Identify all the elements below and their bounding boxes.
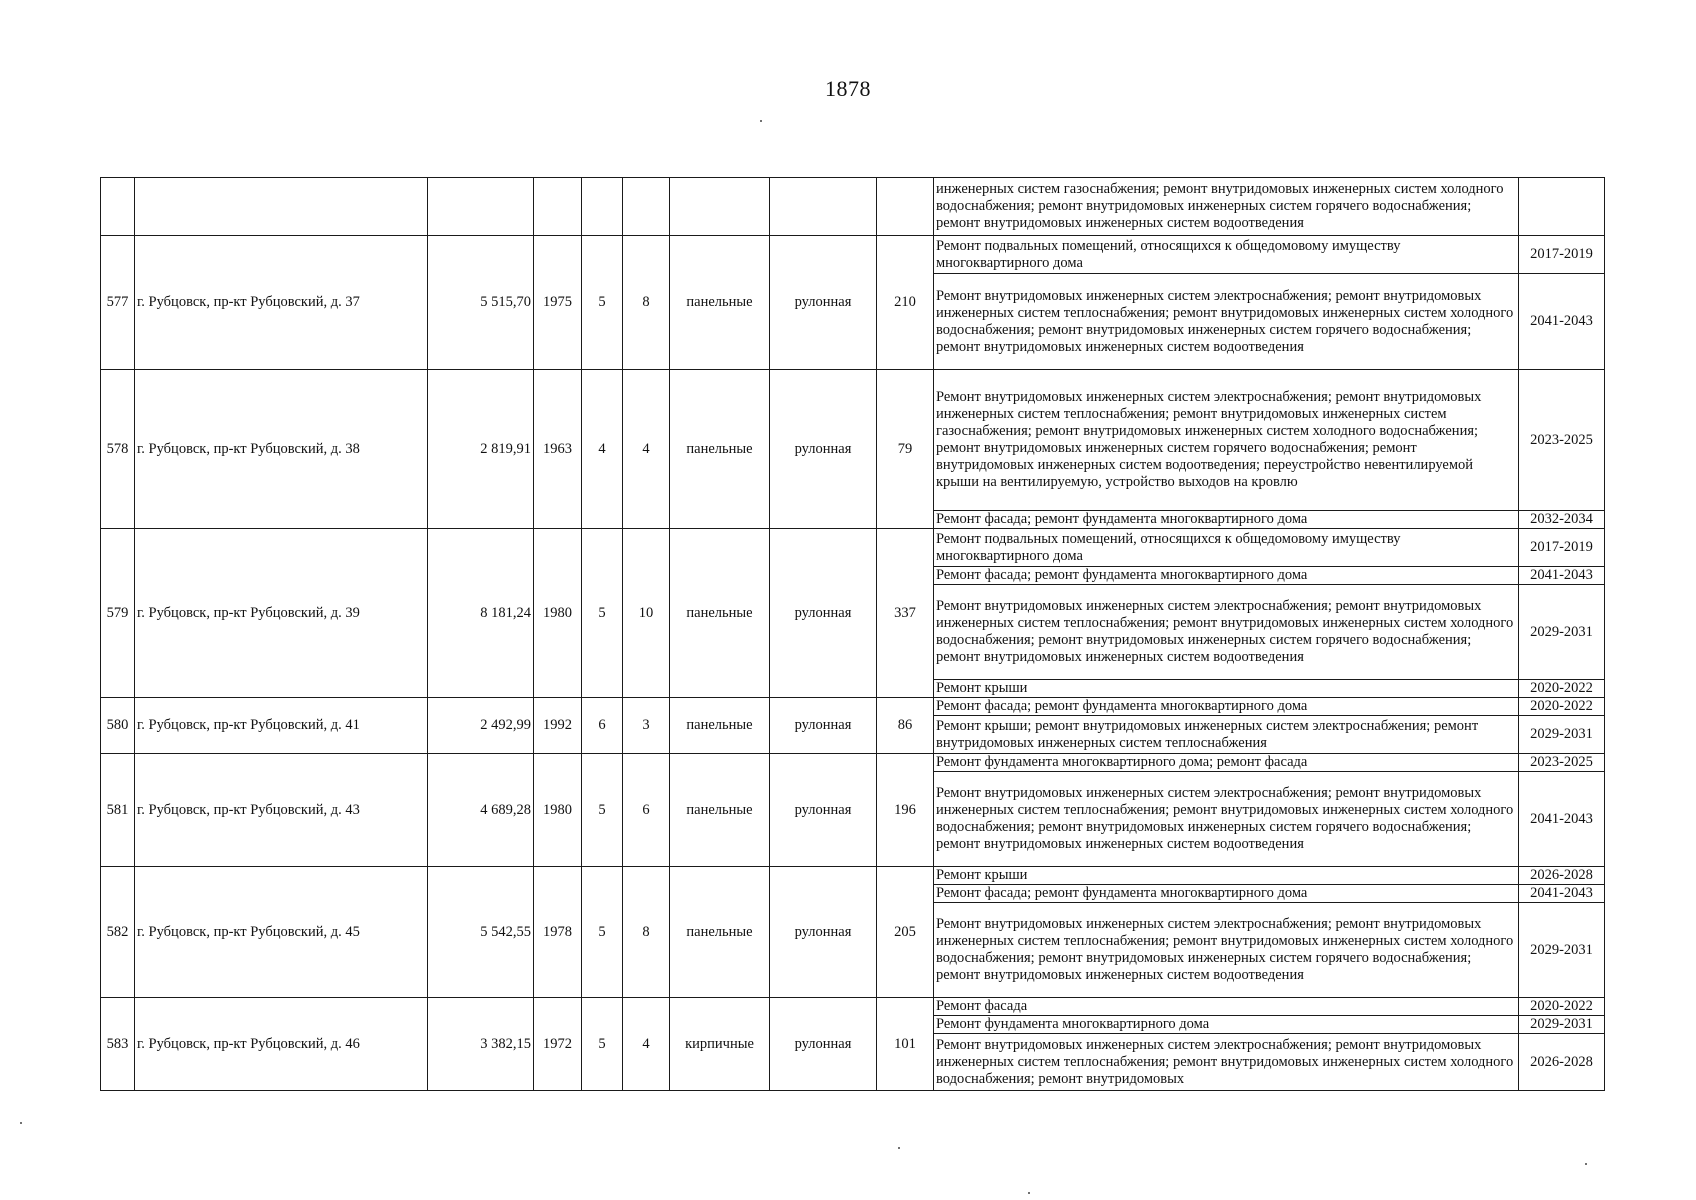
work-period: 2029-2031 [1519, 716, 1605, 754]
work-period: 2020-2022 [1519, 680, 1605, 698]
scan-speck [1585, 1163, 1587, 1165]
residents-count: 205 [877, 867, 934, 998]
residents-count: 101 [877, 998, 934, 1091]
build-year: 1963 [534, 370, 582, 529]
floors-count: 5 [582, 754, 623, 867]
work-description: Ремонт фундамента многоквартирного дома; ремонт фасада [934, 754, 1519, 772]
work-period: 2041-2043 [1519, 772, 1605, 867]
work-period: 2029-2031 [1519, 903, 1605, 998]
floors-count: 6 [582, 698, 623, 754]
table-row [101, 236, 1605, 274]
capital-repair-table [100, 177, 1605, 1091]
work-description: Ремонт фасада [934, 998, 1519, 1016]
scan-speck [760, 120, 762, 122]
entrances-count: 4 [623, 370, 670, 529]
work-description: Ремонт внутридомовых инженерных систем электроснабжения; ремонт внутридомовых инженерных систем теплоснабжения; ремонт внутридомовых инженерных систем холодного водоснабжения; ремонт внутридомовых инженерных систем горячего водоснабжения; ремонт внутридомовых инженерных систем водоотведения [934, 772, 1519, 867]
total-area: 4 689,28 [428, 754, 534, 867]
wall-material: панельные [670, 236, 770, 370]
work-period: 2020-2022 [1519, 698, 1605, 716]
work-description: инженерных систем газоснабжения; ремонт внутридомовых инженерных систем холодного водоснабжения; ремонт внутридомовых инженерных систем горячего водоснабжения; ремонт внутридомовых инженерных систем водоотведения [934, 178, 1519, 236]
cell-empty [428, 178, 534, 236]
address: г. Рубцовск, пр-кт Рубцовский, д. 37 [135, 236, 428, 370]
address: г. Рубцовск, пр-кт Рубцовский, д. 45 [135, 867, 428, 998]
floors-count: 5 [582, 236, 623, 370]
build-year: 1992 [534, 698, 582, 754]
work-period: 2017-2019 [1519, 529, 1605, 567]
build-year: 1980 [534, 754, 582, 867]
work-description: Ремонт внутридомовых инженерных систем электроснабжения; ремонт внутридомовых инженерных систем теплоснабжения; ремонт внутридомовых инженерных систем холодного водоснабжения; ремонт внутридомовых [934, 1034, 1519, 1091]
floors-count: 4 [582, 370, 623, 529]
roof-type: рулонная [770, 754, 877, 867]
work-description: Ремонт внутридомовых инженерных систем электроснабжения; ремонт внутридомовых инженерных систем теплоснабжения; ремонт внутридомовых инженерных систем холодного водоснабжения; ремонт внутридомовых инженерных систем горячего водоснабжения; ремонт внутридомовых инженерных систем водоотведения [934, 903, 1519, 998]
address: г. Рубцовск, пр-кт Рубцовский, д. 43 [135, 754, 428, 867]
floors-count: 5 [582, 867, 623, 998]
address: г. Рубцовск, пр-кт Рубцовский, д. 41 [135, 698, 428, 754]
floors-count: 5 [582, 529, 623, 698]
residents-count: 337 [877, 529, 934, 698]
entrances-count: 8 [623, 236, 670, 370]
row-number: 580 [101, 698, 135, 754]
cell-empty [770, 178, 877, 236]
table-row [101, 998, 1605, 1016]
table-row [101, 867, 1605, 885]
roof-type: рулонная [770, 370, 877, 529]
roof-type: рулонная [770, 698, 877, 754]
total-area: 5 515,70 [428, 236, 534, 370]
table-row [101, 754, 1605, 772]
cell-empty [582, 178, 623, 236]
work-description: Ремонт внутридомовых инженерных систем электроснабжения; ремонт внутридомовых инженерных систем теплоснабжения; ремонт внутридомовых инженерных систем газоснабжения; ремонт внутридомовых инженерных систем холодного водоснабжения; ремонт внутридомовых инженерных систем горячего водоснабжения; ремонт внутридомовых инженерных систем водоотведения; переустройство невентилируемой крыши на вентилируемую, устройство выходов на кровлю [934, 370, 1519, 511]
work-description: Ремонт подвальных помещений, относящихся к общедомовому имуществу многоквартирного дома [934, 529, 1519, 567]
cell-empty [534, 178, 582, 236]
build-year: 1980 [534, 529, 582, 698]
work-description: Ремонт фасада; ремонт фундамента многоквартирного дома [934, 885, 1519, 903]
build-year: 1972 [534, 998, 582, 1091]
total-area: 3 382,15 [428, 998, 534, 1091]
total-area: 8 181,24 [428, 529, 534, 698]
work-period: 2041-2043 [1519, 567, 1605, 585]
cell-empty [101, 178, 135, 236]
roof-type: рулонная [770, 529, 877, 698]
cell-empty [877, 178, 934, 236]
cell-empty [135, 178, 428, 236]
work-description: Ремонт фундамента многоквартирного дома [934, 1016, 1519, 1034]
work-description: Ремонт фасада; ремонт фундамента многоквартирного дома [934, 698, 1519, 716]
wall-material: панельные [670, 754, 770, 867]
work-period: 2041-2043 [1519, 274, 1605, 370]
residents-count: 196 [877, 754, 934, 867]
row-number: 583 [101, 998, 135, 1091]
entrances-count: 3 [623, 698, 670, 754]
residents-count: 210 [877, 236, 934, 370]
work-period: 2029-2031 [1519, 1016, 1605, 1034]
work-period: 2041-2043 [1519, 885, 1605, 903]
work-period: 2029-2031 [1519, 585, 1605, 680]
total-area: 2 819,91 [428, 370, 534, 529]
work-description: Ремонт фасада; ремонт фундамента многоквартирного дома [934, 511, 1519, 529]
work-description: Ремонт подвальных помещений, относящихся к общедомовому имуществу многоквартирного дома [934, 236, 1519, 274]
wall-material: панельные [670, 370, 770, 529]
work-period: 2026-2028 [1519, 867, 1605, 885]
row-number: 582 [101, 867, 135, 998]
roof-type: рулонная [770, 867, 877, 998]
floors-count: 5 [582, 998, 623, 1091]
address: г. Рубцовск, пр-кт Рубцовский, д. 46 [135, 998, 428, 1091]
table-row [101, 370, 1605, 511]
total-area: 5 542,55 [428, 867, 534, 998]
scan-speck [1028, 1192, 1030, 1194]
entrances-count: 4 [623, 998, 670, 1091]
work-period: 2023-2025 [1519, 370, 1605, 511]
total-area: 2 492,99 [428, 698, 534, 754]
entrances-count: 6 [623, 754, 670, 867]
wall-material: кирпичные [670, 998, 770, 1091]
continuation-row [101, 178, 1605, 236]
cell-empty [670, 178, 770, 236]
work-period: 2026-2028 [1519, 1034, 1605, 1091]
row-number: 578 [101, 370, 135, 529]
scan-speck [898, 1147, 900, 1149]
table-row [101, 698, 1605, 716]
wall-material: панельные [670, 867, 770, 998]
residents-count: 79 [877, 370, 934, 529]
row-number: 577 [101, 236, 135, 370]
table-row [101, 529, 1605, 567]
work-period: 2017-2019 [1519, 236, 1605, 274]
row-number: 581 [101, 754, 135, 867]
work-description: Ремонт внутридомовых инженерных систем электроснабжения; ремонт внутридомовых инженерных систем теплоснабжения; ремонт внутридомовых инженерных систем холодного водоснабжения; ремонт внутридомовых инженерных систем горячего водоснабжения; ремонт внутридомовых инженерных систем водоотведения [934, 585, 1519, 680]
roof-type: рулонная [770, 236, 877, 370]
work-description: Ремонт крыши [934, 867, 1519, 885]
work-description: Ремонт крыши [934, 680, 1519, 698]
work-period [1519, 178, 1605, 236]
row-number: 579 [101, 529, 135, 698]
work-description: Ремонт фасада; ремонт фундамента многоквартирного дома [934, 567, 1519, 585]
entrances-count: 10 [623, 529, 670, 698]
work-period: 2020-2022 [1519, 998, 1605, 1016]
roof-type: рулонная [770, 998, 877, 1091]
work-period: 2032-2034 [1519, 511, 1605, 529]
scan-speck [20, 1122, 22, 1124]
page-number: 1878 [825, 76, 871, 101]
entrances-count: 8 [623, 867, 670, 998]
wall-material: панельные [670, 529, 770, 698]
residents-count: 86 [877, 698, 934, 754]
address: г. Рубцовск, пр-кт Рубцовский, д. 38 [135, 370, 428, 529]
cell-empty [623, 178, 670, 236]
build-year: 1975 [534, 236, 582, 370]
work-description: Ремонт крыши; ремонт внутридомовых инженерных систем электроснабжения; ремонт внутридомовых инженерных систем теплоснабжения [934, 716, 1519, 754]
address: г. Рубцовск, пр-кт Рубцовский, д. 39 [135, 529, 428, 698]
work-period: 2023-2025 [1519, 754, 1605, 772]
build-year: 1978 [534, 867, 582, 998]
wall-material: панельные [670, 698, 770, 754]
work-description: Ремонт внутридомовых инженерных систем электроснабжения; ремонт внутридомовых инженерных систем теплоснабжения; ремонт внутридомовых инженерных систем холодного водоснабжения; ремонт внутридомовых инженерных систем горячего водоснабжения; ремонт внутридомовых инженерных систем водоотведения [934, 274, 1519, 370]
table-body [101, 178, 1605, 1091]
